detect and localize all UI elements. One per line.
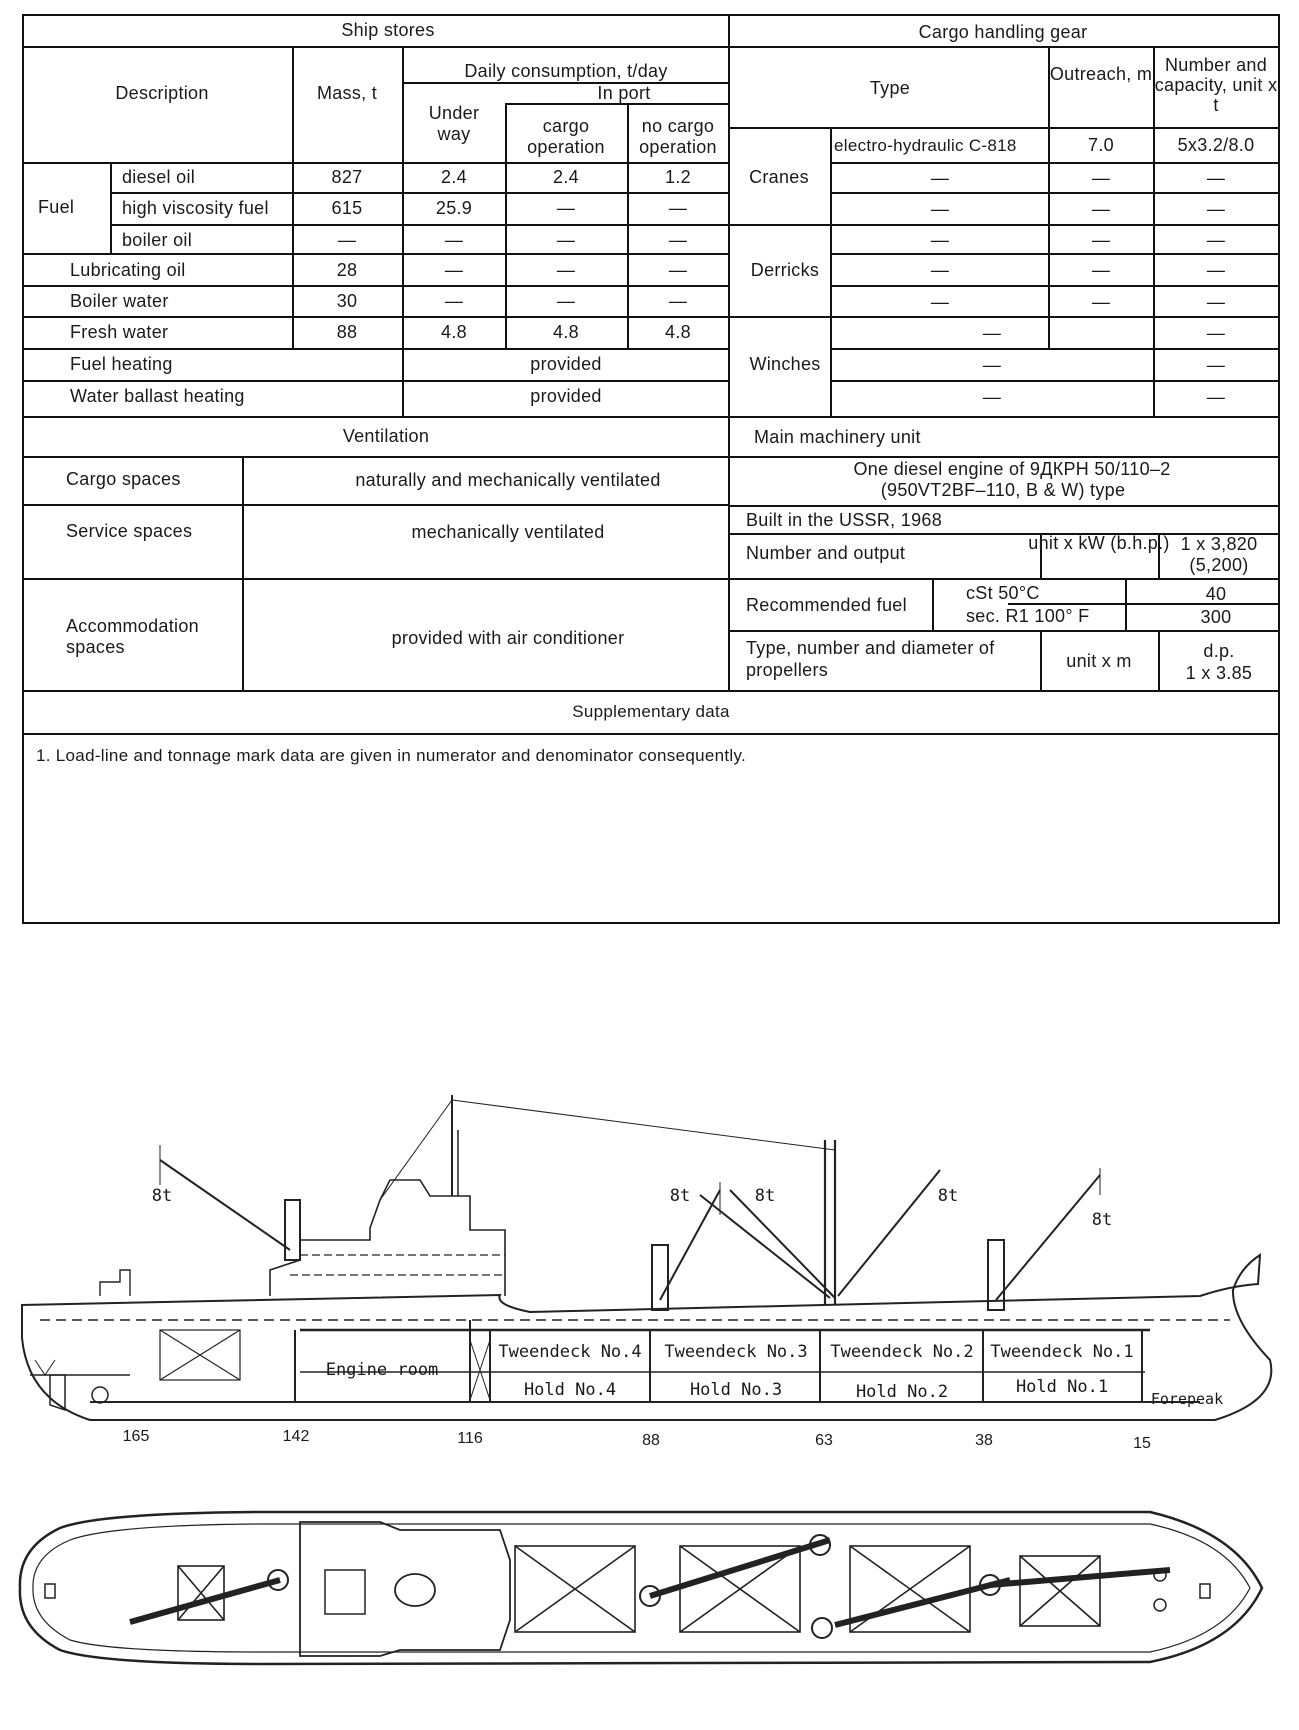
crane-type: electro-hydraulic C-818 (834, 136, 1017, 155)
row-mass: 827 (331, 167, 363, 187)
row-mass: 615 (331, 198, 363, 218)
forepeak-label: Forepeak (1150, 1390, 1224, 1408)
row-cargo: — (556, 291, 576, 311)
crane-aft (160, 1145, 300, 1260)
engine-room-label: Engine room (325, 1360, 439, 1380)
supplementary-title: Supplementary data (572, 702, 730, 721)
derricks-label: Derricks (750, 260, 820, 280)
row-no-cargo: — (668, 230, 688, 250)
row-no-cargo: — (668, 260, 688, 280)
superstructure (270, 1180, 505, 1296)
col-under-way: Under way (428, 103, 480, 144)
col-daily-consumption: Daily consumption, t/day (464, 61, 668, 81)
supplementary-note: 1. Load-line and tonnage mark data are given in numerator and denominator consequently. (36, 746, 747, 765)
number-output-value1: 1 x 3,820 (1180, 534, 1258, 554)
propellers-value2: 1 x 3.85 (1185, 663, 1253, 683)
crane-hold1 (988, 1168, 1100, 1310)
col-description: Description (115, 83, 209, 103)
row-mass: 28 (336, 260, 358, 280)
cargo-spaces-value: naturally and mechanically ventilated (355, 470, 661, 490)
dash: — (1091, 199, 1111, 219)
accommodation-value: provided with air conditioner (391, 628, 625, 648)
crane-number: 5x3.2/8.0 (1177, 135, 1255, 155)
dash: — (1091, 230, 1111, 250)
tweendeck3-label: Tweendeck No.3 (664, 1342, 808, 1362)
tweendeck1-label: Tweendeck No.1 (990, 1342, 1134, 1362)
row-mass: 88 (336, 322, 358, 342)
crane-load-label: 8t (151, 1186, 173, 1206)
dash: — (1206, 292, 1226, 312)
frame-number: 15 (1133, 1435, 1151, 1452)
dash: — (982, 323, 1002, 343)
cranes-label: Cranes (749, 167, 809, 187)
dash: — (1091, 260, 1111, 280)
col-mass: Mass, t (316, 83, 378, 103)
ballast-heating-label: Water ballast heating (70, 386, 245, 406)
row-under-way: — (444, 260, 464, 280)
dash: — (930, 260, 950, 280)
winches-label: Winches (749, 354, 821, 374)
row-label: Fresh water (70, 322, 169, 342)
dash: — (1206, 355, 1226, 375)
fuel-heating-label: Fuel heating (70, 354, 173, 374)
col-no-cargo-operation: no cargo operation (639, 116, 717, 157)
tweendeck4-label: Tweendeck No.4 (498, 1342, 642, 1362)
cargo-gear-title: Cargo handling gear (918, 22, 1088, 42)
number-output-value2: (5,200) (1189, 555, 1249, 575)
dash: — (1206, 323, 1226, 343)
number-output-unit: unit x kW (b.h.p.) (1028, 533, 1170, 553)
ship-stores-title: Ship stores (341, 20, 435, 40)
row-under-way: 4.8 (441, 322, 467, 342)
ballast-heating-value: provided (530, 386, 602, 406)
dash: — (1206, 199, 1226, 219)
dash: — (930, 292, 950, 312)
dash: — (930, 230, 950, 250)
dash: — (982, 355, 1002, 375)
row-mass: 30 (336, 291, 358, 311)
dash: — (1091, 292, 1111, 312)
propellers-value1: d.p. (1203, 641, 1235, 661)
col-outreach: Outreach, m (1049, 64, 1153, 84)
hold3-label: Hold No.3 (689, 1380, 783, 1400)
row-no-cargo: — (668, 198, 688, 218)
row-no-cargo: 1.2 (665, 167, 691, 187)
propellers-line2: propellers (746, 660, 829, 680)
row-label: high viscosity fuel (122, 198, 269, 218)
frame-number: 142 (282, 1428, 310, 1445)
frame-number: 165 (122, 1428, 150, 1445)
row-label: diesel oil (122, 167, 196, 187)
row-under-way: — (444, 291, 464, 311)
hold4-label: Hold No.4 (523, 1380, 617, 1400)
row-label: Lubricating oil (70, 260, 186, 280)
col-in-port: In port (597, 83, 651, 103)
cargo-spaces-label: Cargo spaces (66, 469, 181, 489)
col-type: Type (869, 78, 911, 98)
service-spaces-label: Service spaces (66, 521, 193, 541)
frame-number: 63 (815, 1432, 833, 1449)
dash: — (982, 387, 1002, 407)
hold2-label: Hold No.2 (855, 1382, 949, 1402)
engine-line1: One diesel engine of 9ДКРН 50/110–2 (853, 459, 1171, 479)
row-label: boiler oil (122, 230, 193, 250)
frame-number: 116 (457, 1430, 483, 1447)
crane-load-label: 8t (1091, 1210, 1113, 1230)
fuel-cst: cSt 50°C (966, 583, 1040, 603)
crane-load-label: 8t (937, 1186, 959, 1206)
dash: — (930, 168, 950, 188)
crane-load-label: 8t (669, 1186, 691, 1206)
fuel-sec-value: 300 (1200, 607, 1232, 627)
row-cargo: — (556, 230, 576, 250)
col-number-capacity: Number and capacity, unit x t (1154, 55, 1278, 115)
crane-outreach: 7.0 (1088, 135, 1114, 155)
accommodation-label: Accommodation spaces (66, 616, 199, 657)
dash: — (1206, 260, 1226, 280)
row-under-way: 25.9 (435, 198, 473, 218)
frame-number: 88 (642, 1432, 660, 1449)
service-spaces-value: mechanically ventilated (411, 522, 605, 542)
fuel-sec: sec. R1 100° F (966, 606, 1090, 626)
fuel-cst-value: 40 (1205, 584, 1227, 604)
dash: — (930, 199, 950, 219)
col-cargo-operation: cargo operation (527, 116, 605, 157)
row-cargo: — (556, 260, 576, 280)
dash: — (1206, 168, 1226, 188)
row-cargo: 2.4 (553, 167, 579, 187)
dash: — (1206, 387, 1226, 407)
row-no-cargo: 4.8 (665, 322, 691, 342)
crane-hold4 (652, 1195, 830, 1310)
row-no-cargo: — (668, 291, 688, 311)
dash: — (1206, 230, 1226, 250)
crane-load-label: 8t (754, 1186, 776, 1206)
propellers-line1: Type, number and diameter of (746, 638, 995, 658)
ventilation-title: Ventilation (342, 426, 430, 446)
tweendeck2-label: Tweendeck No.2 (830, 1342, 974, 1362)
number-output-label: Number and output (746, 543, 906, 563)
fuel-group-label: Fuel (38, 197, 75, 217)
recommended-fuel-label: Recommended fuel (746, 595, 907, 615)
row-under-way: 2.4 (441, 167, 467, 187)
machinery-title: Main machinery unit (754, 427, 921, 447)
row-cargo: 4.8 (553, 322, 579, 342)
row-label: Boiler water (70, 291, 169, 311)
row-under-way: — (444, 230, 464, 250)
frame-number: 38 (975, 1432, 993, 1449)
row-cargo: — (556, 198, 576, 218)
fuel-heating-value: provided (530, 354, 602, 374)
engine-line2: (950VT2BF–110, B & W) type (880, 480, 1126, 500)
row-mass: — (337, 230, 357, 250)
propellers-unit: unit x m (1066, 651, 1132, 671)
built-label: Built in the USSR, 1968 (746, 510, 943, 530)
dash: — (1091, 168, 1111, 188)
hold1-label: Hold No.1 (1015, 1377, 1109, 1397)
